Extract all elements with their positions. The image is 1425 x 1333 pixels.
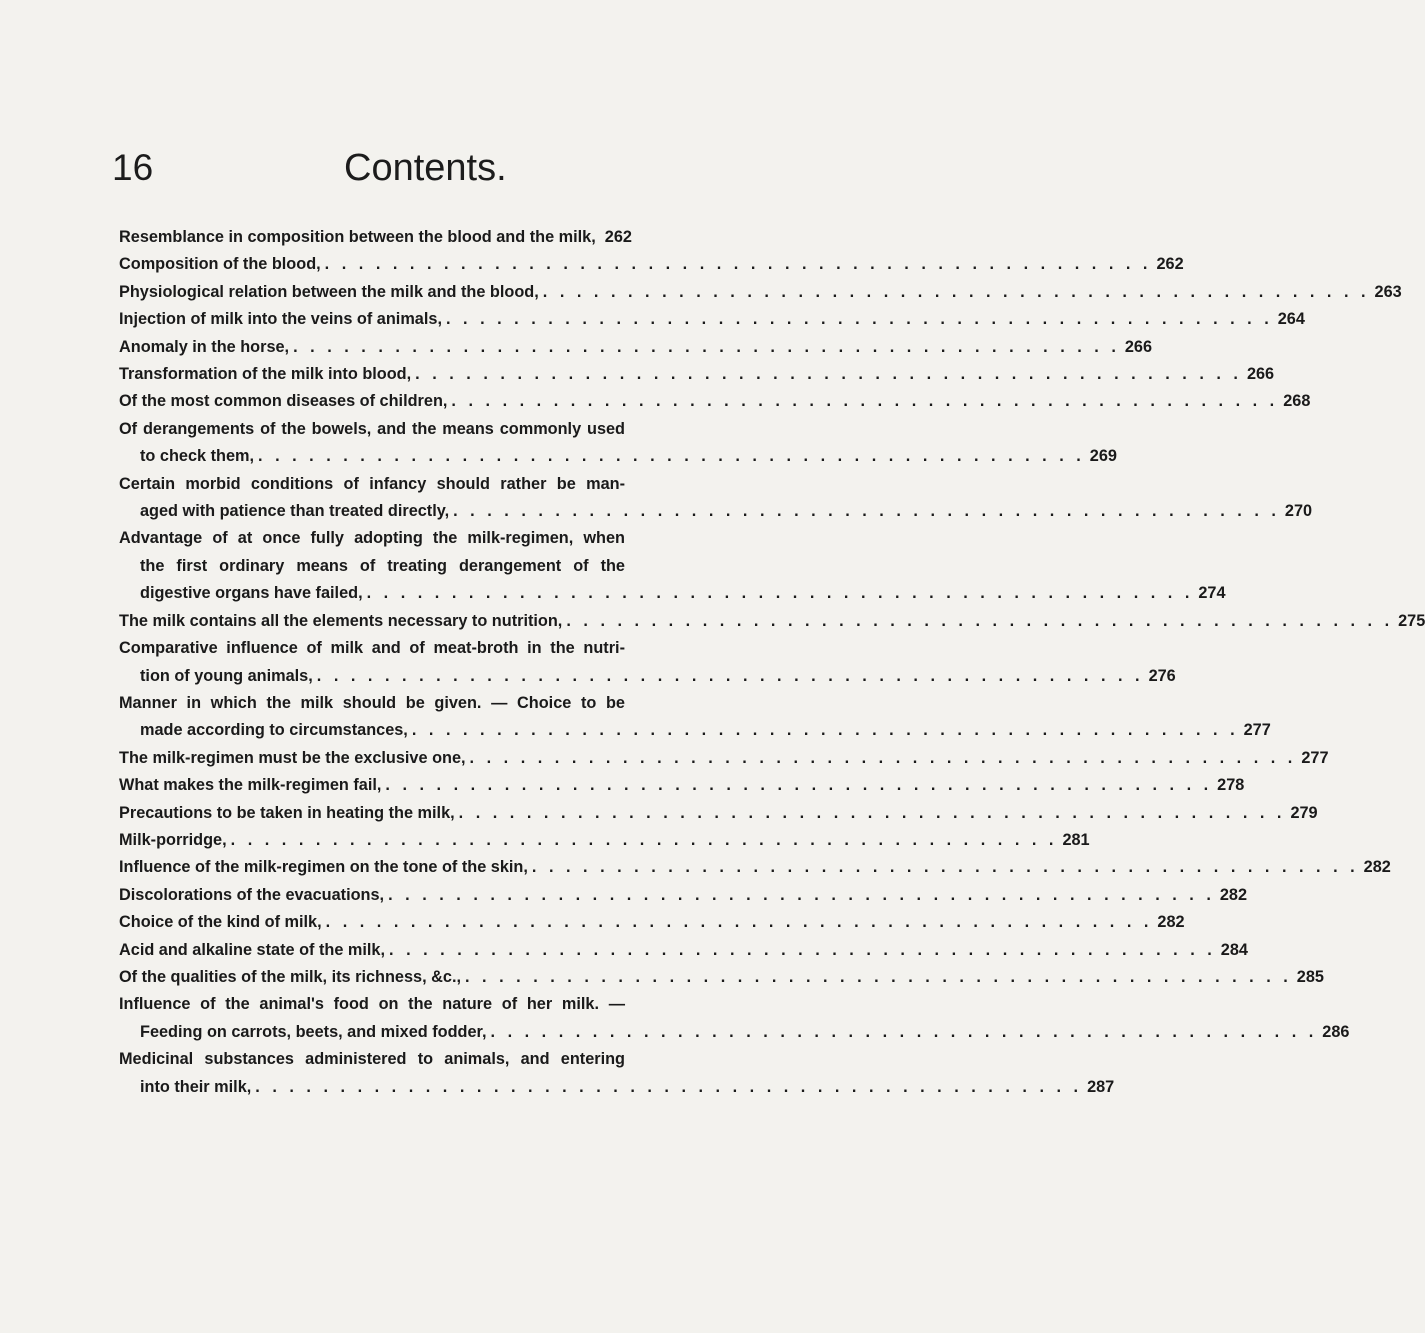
toc-entry xyxy=(119,635,1176,690)
toc-entry-line xyxy=(119,1074,1115,1101)
toc-entry xyxy=(119,745,1329,772)
toc-entry-line xyxy=(119,1019,1350,1046)
toc-entry xyxy=(119,827,1090,854)
toc-entry-title: Influence of the milk-regimen on the tone of the skin, xyxy=(119,858,528,877)
toc-leader-dots: . . . . . . . . . . . . . . . . . . . . . . . . . . . . . . . . . . . . . . . . . . . . . . . . . xyxy=(490,1022,1318,1041)
toc-entry-line xyxy=(119,334,1153,361)
toc-leader-dots: . . . . . . . . . . . . . . . . . . . . . . . . . . . . . . . . . . . . . . . . . . . . . . . . . xyxy=(469,748,1297,767)
toc-page-number: 268 xyxy=(1283,392,1311,411)
toc-leader-dots: . . . . . . . . . . . . . . . . . . . . . . . . . . . . . . . . . . . . . . . . . . . . . . . . . xyxy=(566,611,1394,630)
toc-entry-title: Anomaly in the horse, xyxy=(119,337,290,356)
toc-leader-dots: . . . . . . . . . . . . . . . . . . . . . . . . . . . . . . . . . . . . . . . . . . . . . . . . . xyxy=(366,584,1194,603)
toc-entry-title: Physiological relation between the milk and the blood, xyxy=(119,282,539,301)
toc-page-number: 262 xyxy=(1156,255,1184,274)
toc-entry-title: Of derangements of the bowels, and the means commonly used xyxy=(119,419,625,438)
toc-entry xyxy=(119,991,1350,1046)
toc-leader-dots: . . . . . . . . . . . . . . . . . . . . . . . . . . . . . . . . . . . . . . . . . . . . . . . . . xyxy=(388,885,1215,904)
toc-entry xyxy=(119,224,632,251)
toc-entry-line xyxy=(119,772,1245,799)
toc-leader-dots: . . . . . . . . . . . . . . . . . . . . . . . . . . . . . . . . . . . . . . . . . . . . . . . . . xyxy=(385,776,1213,795)
toc-entry-line xyxy=(119,854,1391,881)
toc-entry-line xyxy=(119,608,1425,635)
toc-leader-dots: . . . . . . . . . . . . . . . . . . . . . . . . . . . . . . . . . . . . . . . . . . . . . . . . . xyxy=(258,447,1085,466)
toc-entry-line xyxy=(119,416,625,443)
toc-entry-line xyxy=(119,498,1313,525)
toc-entry-title: Acid and alkaline state of the milk, xyxy=(119,940,386,959)
toc-entry-line xyxy=(119,882,1248,909)
toc-page-number: 263 xyxy=(1374,282,1402,301)
toc-entry-title: digestive organs have failed, xyxy=(140,584,363,603)
toc-page-number: 285 xyxy=(1296,967,1324,986)
toc-entry xyxy=(119,608,1425,635)
toc-entry-line xyxy=(119,909,1185,936)
toc-leader-dots: . . . . . . . . . . . . . . . . . . . . . . . . . . . . . . . . . . . . . . . . . . . . . . . . . xyxy=(411,721,1239,740)
toc-leader-dots: . . . . . . . . . . . . . . . . . . . . . . . . . . . . . . . . . . . . . . . . . . . . . . . . . xyxy=(255,1077,1083,1096)
toc-entry-title: Of the most common diseases of children, xyxy=(119,392,448,411)
toc-entry-title: Injection of milk into the veins of animals, xyxy=(119,310,442,329)
toc-entry xyxy=(119,800,1318,827)
toc-entry xyxy=(119,279,1402,306)
toc-page-number: 287 xyxy=(1087,1077,1115,1096)
toc-entry-line xyxy=(119,443,1117,470)
toc-entry-title: What makes the milk-regimen fail, xyxy=(119,776,382,795)
toc-entry xyxy=(119,388,1311,415)
toc-entry-title: Comparative influence of milk and of meat-broth in the nutri- xyxy=(119,639,625,658)
toc-entry-title: into their milk, xyxy=(140,1077,252,1096)
running-title: Contents. xyxy=(344,147,507,189)
toc-entry-line xyxy=(119,251,1184,278)
toc-entry-title: to check them, xyxy=(140,447,255,466)
toc-entry-title: Precautions to be taken in heating the milk, xyxy=(119,803,455,822)
toc-leader-dots: . . . . . . . . . . . . . . . . . . . . . . . . . . . . . . . . . . . . . . . . . . . . . . . . . xyxy=(445,310,1273,329)
toc-page-number: 282 xyxy=(1363,858,1391,877)
toc-entry xyxy=(119,854,1391,881)
toc-entry-title: made according to circumstances, xyxy=(140,721,408,740)
toc-entry xyxy=(119,416,1117,471)
toc-leader-dots: . . . . . . . . . . . . . . . . . . . . . . . . . . . . . . . . . . . . . . . . . . . . . . . . . xyxy=(325,913,1153,932)
toc-page-number: 262 xyxy=(604,228,632,246)
toc-entry-line xyxy=(119,827,1090,854)
toc-entry-title: Influence of the animal's food on the nature of her milk. — xyxy=(119,995,625,1014)
toc-entry-title: Discolorations of the evacuations, xyxy=(119,885,385,904)
toc-leader-dots: . . . . . . . . . . . . . . . . . . . . . . . . . . . . . . . . . . . . . . . . . . . . . . . . . xyxy=(451,392,1279,411)
toc-page-number: 270 xyxy=(1284,502,1313,521)
toc-entry-line xyxy=(119,991,625,1018)
toc-leader-dots: . . . . . . . . . . . . . . . . . . . . . . . . . . . . . . . . . . . . . . . . . . . . . . . . . xyxy=(415,365,1242,384)
toc-page-number: 277 xyxy=(1301,748,1329,767)
toc-entry-line xyxy=(119,964,1324,991)
toc-entry xyxy=(119,772,1245,799)
toc-entry xyxy=(119,1046,1115,1101)
toc-leader-dots: . . . . . . . . . . . . . . . . . . . . . . . . . . . . . . . . . . . . . . . . . . . . . . . . . xyxy=(465,967,1292,986)
toc-entry xyxy=(119,964,1324,991)
toc-entry-title: tion of young animals, xyxy=(140,666,313,685)
toc-leader-dots: . . . . . . . . . . . . . . . . . . . . . . . . . . . . . . . . . . . . . . . . . . . . . . . . . xyxy=(542,282,1370,301)
toc-page-number: 278 xyxy=(1217,776,1245,795)
toc-entry-line xyxy=(119,224,632,251)
toc-entry-title: Medicinal substances administered to animals, and entering xyxy=(119,1050,625,1069)
toc-leader-dots: . . . . . . . . . . . . . . . . . . . . . . . . . . . . . . . . . . . . . . . . . . . . . . . . . xyxy=(324,255,1152,274)
toc-entry xyxy=(119,251,1184,278)
toc-entry xyxy=(119,690,1271,745)
table-of-contents xyxy=(119,224,1425,1101)
toc-entry-title: the first ordinary means of treating derangement of the xyxy=(140,556,625,575)
toc-entry xyxy=(119,306,1305,333)
toc-entry-line xyxy=(119,306,1305,333)
toc-entry-title: Transformation of the milk into blood, xyxy=(119,365,412,384)
toc-entry-line xyxy=(119,471,625,498)
toc-leader-dots: . . . . . . . . . . . . . . . . . . . . . . . . . . . . . . . . . . . . . . . . . . . . . . . . . xyxy=(230,830,1058,849)
page-header xyxy=(112,148,672,192)
toc-entry-line xyxy=(119,553,625,580)
toc-page-number: 275 xyxy=(1398,611,1425,630)
toc-entry-title: aged with patience than treated directly, xyxy=(140,502,450,521)
toc-page-number: 282 xyxy=(1219,885,1248,904)
toc-page-number: 266 xyxy=(1246,365,1275,384)
toc-entry-title: Resemblance in composition between the blood and the milk, xyxy=(119,228,596,246)
toc-page-number: 276 xyxy=(1148,666,1176,685)
toc-entry xyxy=(119,525,1226,607)
toc-entry-line xyxy=(119,279,1402,306)
toc-entry-title: Choice of the kind of milk, xyxy=(119,913,322,932)
toc-entry-title: Composition of the blood, xyxy=(119,255,321,274)
toc-entry-title: The milk-regimen must be the exclusive one, xyxy=(119,748,466,767)
toc-entry-title: Feeding on carrots, beets, and mixed fodder, xyxy=(140,1022,487,1041)
toc-entry-line xyxy=(119,580,1226,607)
toc-entry xyxy=(119,937,1248,964)
toc-page-number: 286 xyxy=(1322,1022,1350,1041)
toc-entry-line xyxy=(119,663,1176,690)
toc-entry-title: Manner in which the milk should be given. — Choice to be xyxy=(119,693,625,712)
toc-entry-title: Of the qualities of the milk, its richness, &c., xyxy=(119,967,461,986)
toc-entry-line xyxy=(119,690,625,717)
toc-page-number: 264 xyxy=(1277,310,1305,329)
toc-entry-line xyxy=(119,635,625,662)
toc-entry xyxy=(119,882,1248,909)
toc-entry xyxy=(119,334,1153,361)
toc-page-number: 282 xyxy=(1157,913,1185,932)
toc-leader-dots: . . . . . . . . . . . . . . . . . . . . . . . . . . . . . . . . . . . . . . . . . . . . . . . . . xyxy=(389,940,1216,959)
toc-entry-title: Milk-porridge, xyxy=(119,830,227,849)
toc-entry-title: Certain morbid conditions of infancy should rather be man- xyxy=(119,474,625,493)
toc-leader-dots: . . . . . . . . . . . . . . . . . . . . . . . . . . . . . . . . . . . . . . . . . . . . . . . . . xyxy=(531,858,1359,877)
toc-leader-dots: . . . . . . . . . . . . . . . . . . . . . . . . . . . . . . . . . . . . . . . . . . . . . . . . . xyxy=(316,666,1144,685)
toc-entry-line xyxy=(119,388,1311,415)
toc-entry-line xyxy=(119,717,1271,744)
toc-entry xyxy=(119,361,1275,388)
toc-entry-line xyxy=(119,937,1248,964)
toc-entry xyxy=(119,471,1313,526)
toc-page-number: 266 xyxy=(1124,337,1153,356)
toc-leader-dots: . . . . . . . . . . . . . . . . . . . . . . . . . . . . . . . . . . . . . . . . . . . . . . . . . xyxy=(453,502,1280,521)
toc-page-number: 274 xyxy=(1198,584,1226,603)
toc-entry-line xyxy=(119,1046,625,1073)
toc-page-number: 279 xyxy=(1290,803,1318,822)
toc-entry-title: Advantage of at once fully adopting the milk-regimen, when xyxy=(119,529,625,548)
toc-page-number: 277 xyxy=(1243,721,1271,740)
toc-entry-line xyxy=(119,525,625,552)
toc-entry-line xyxy=(119,800,1318,827)
toc-leader-dots: . . . . . . . . . . . . . . . . . . . . . . . . . . . . . . . . . . . . . . . . . . . . . . . . . xyxy=(293,337,1120,356)
toc-entry xyxy=(119,909,1185,936)
toc-entry-line xyxy=(119,361,1275,388)
toc-page-number: 284 xyxy=(1220,940,1248,959)
toc-entry-line xyxy=(119,745,1329,772)
toc-leader-dots: . . . . . . . . . . . . . . . . . . . . . . . . . . . . . . . . . . . . . . . . . . . . . . . . . xyxy=(458,803,1286,822)
toc-page-number: 281 xyxy=(1062,830,1090,849)
toc-page-number: 269 xyxy=(1089,447,1117,466)
page-number: 16 xyxy=(112,147,154,188)
toc-entry-title: The milk contains all the elements necessary to nutrition, xyxy=(119,611,563,630)
